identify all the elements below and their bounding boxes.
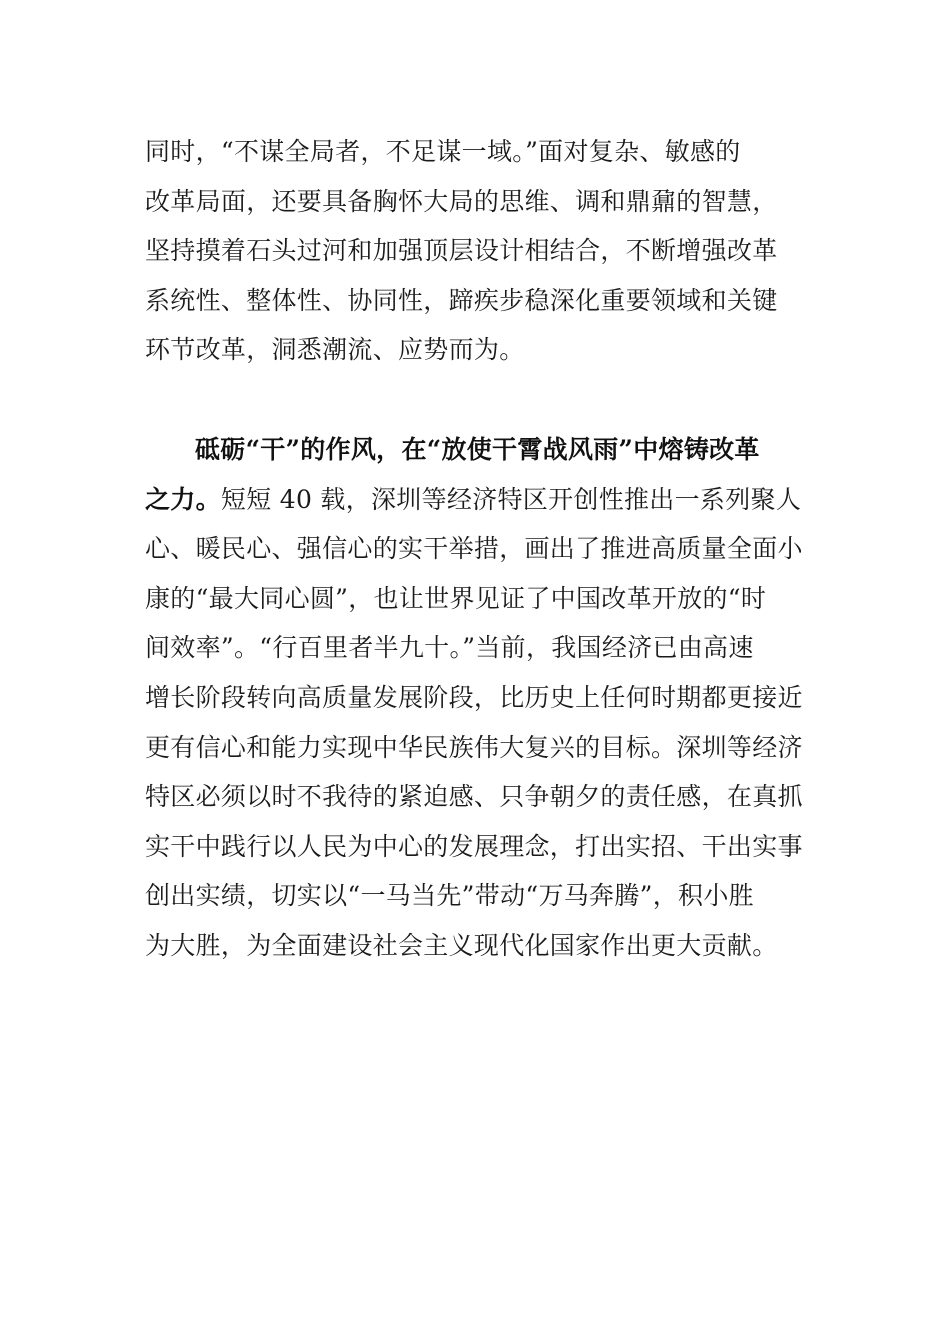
paragraph-1-line-4: 系统性、整体性、协同性，蹄疾步稳深化重要领域和关键 (145, 286, 778, 315)
paragraph-2-line-4: 康的“最大同心圆”，也让世界见证了中国改革开放的“时 (145, 584, 767, 613)
paragraph-2-line-2-rest: 短短 40 载，深圳等经济特区开创性推出一系列聚人 (220, 485, 802, 514)
paragraph-2-line-11: 为大胜，为全面建设社会主义现代化国家作出更大贡献。 (145, 931, 778, 960)
paragraph-2-line-2 (145, 480, 815, 520)
paragraph-2-line-8: 特区必须以时不我待的紧迫感、只争朝夕的责任感，在真抓 (145, 782, 803, 811)
paragraph-2-line-10: 创出实绩，切实以“一马当先”带动“万马奔腾”，积小胜 (145, 881, 754, 910)
paragraph-2-line-6: 增长阶段转向高质量发展阶段，比历史上任何时期都更接近 (145, 683, 803, 712)
paragraph-1-line-5: 环节改革，洞悉潮流、应势而为。 (145, 335, 525, 364)
paragraph-1-line-1: 同时，“不谋全局者，不足谋一域。”面对复杂、敏感的 (145, 137, 741, 166)
paragraph-2-line-9: 实干中践行以人民为中心的发展理念，打出实招、干出实事 (145, 832, 803, 861)
paragraph-2-heading-line-2: 之力。 (145, 485, 221, 514)
paragraph-2-line-5: 间效率”。“行百里者半九十。”当前，我国经济已由高速 (145, 633, 754, 662)
paragraph-1-line-2: 改革局面，还要具备胸怀大局的思维、调和鼎鼐的智慧， (145, 187, 778, 216)
paragraph-2-line-7: 更有信心和能力实现中华民族伟大复兴的目标。深圳等经济 (145, 733, 803, 762)
paragraph-2-line-3: 心、暖民心、强信心的实干举措，画出了推进高质量全面小 (145, 534, 803, 563)
paragraph-2-heading-line-1: 砥砺“干”的作风，在“放使干霄战风雨”中熔铸改革 (195, 435, 760, 464)
paragraph-1-line-3: 坚持摸着石头过河和加强顶层设计相结合，不断增强改革 (145, 236, 778, 265)
